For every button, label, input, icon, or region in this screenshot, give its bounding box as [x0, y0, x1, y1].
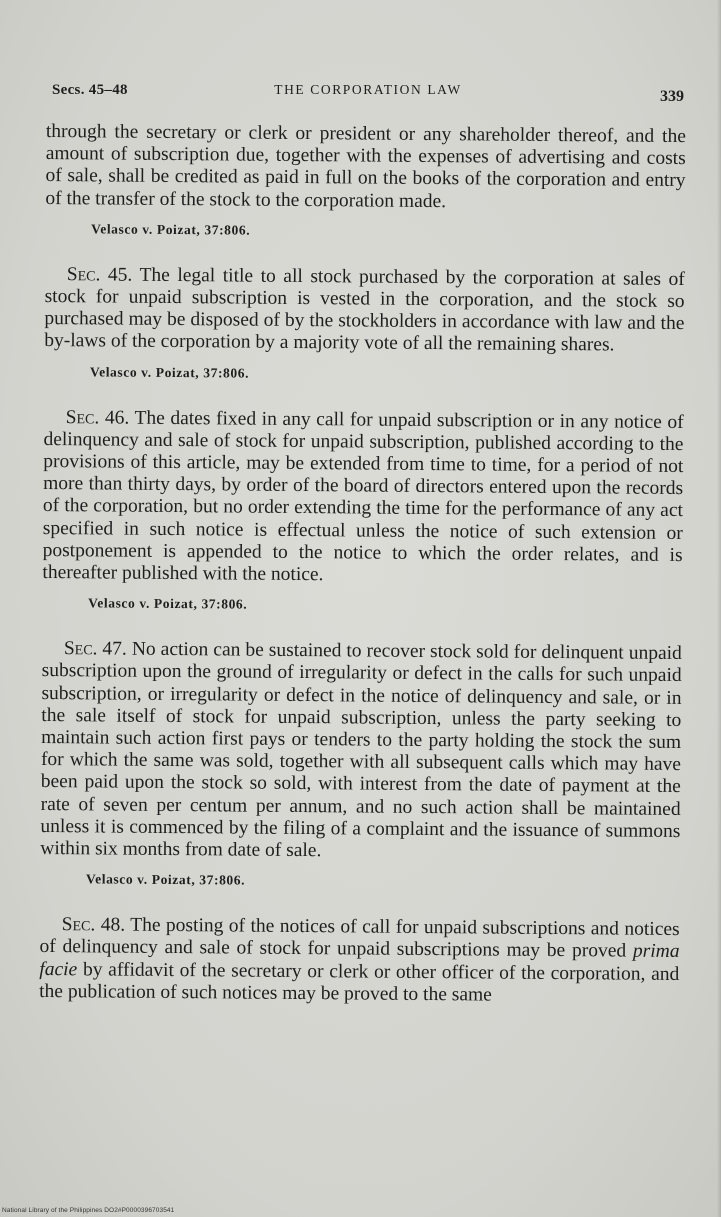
paragraph-text: The posting of the notices of call for unpaid subscriptions and notices of delinquency and sale of stock for unpaid subscriptions may be proved	[39, 914, 680, 963]
section-48	[39, 914, 680, 1008]
case-citation: Velasco v. Poizat, 37:806.	[88, 595, 248, 612]
page-header	[52, 78, 684, 104]
section-label: Sec. 47.	[63, 638, 127, 660]
body-text	[39, 121, 686, 1008]
section-range: Secs. 45–48	[52, 82, 128, 98]
page-number: 339	[660, 88, 684, 105]
paragraph-text: The dates fixed in any call for unpaid subscription or in any notice of delinquency and sale of stock for unpaid subscription, published according to the provisions of this article, may be extended from time to time, for a period of not more than thirty days, by order of the board of directors entered upon the records of the corporation, but no order extending the time for the performance of any act specified in such notice is effectual unless the notice of such extension or postponement is appended to the notice to which the order relates, and is thereafter published with the notice.	[42, 407, 684, 586]
library-footer-note: National Library of the Philippines DO2#P0000396703541	[2, 1207, 175, 1214]
section-label: Sec. 45.	[66, 263, 133, 286]
paragraph-text: No action can be sustained to recover stock sold for delinquent unpaid subscription upon the ground of irregularity or defect in the calls for such unpaid subscription, or irregularity or defect in the notice of delinquency and sale, or in the sale itself of stock for unpaid subscription, unless the party seeking to maintain such action first pays or tenders to the party holding the stock the sum for which the same was sold, together with all subsequent calls which may have been paid upon the stock so sold, with interest from the date of payment at the rate of seven per centum per annum, and no such action shall be maintained unless it is commenced by the filing of a complaint and the issuance of summons within six months from date of sale.	[40, 638, 682, 862]
case-citation: Velasco v. Poizat, 37:806.	[85, 871, 246, 888]
section-46	[42, 407, 683, 590]
paragraph-text: The legal title to all stock purchased by the corporation at sales of stock for unpaid subscription is vested in the corporation, and the stock so purchased may be disposed of by the stockholders in accordance with law and the by-laws of the corporation by a majority vote of all the remaining shares.	[44, 264, 685, 356]
section-label: Sec. 48.	[61, 914, 126, 936]
section-label: Sec. 46.	[65, 406, 130, 429]
page-edge-shadow	[717, 0, 721, 1217]
paragraph-text: by affidavit of the secretary or clerk or other officer of the corporation, and the publication of such notices may be proved to the same	[39, 959, 680, 1006]
section-47	[40, 638, 682, 865]
paragraph-text: through the secretary or clerk or president or any shareholder thereof, and the amount of subscription due, together with the expenses of advertising and costs of sale, shall be credited as paid in full on the books of the corporation and entry of the transfer of the stock to the corporation made.	[45, 121, 686, 212]
case-citation: Velasco v. Poizat, 37:806.	[91, 221, 251, 238]
italic-phrase: prima facie	[39, 941, 680, 980]
paragraph-continued	[45, 121, 686, 215]
running-title: THE CORPORATION LAW	[274, 82, 462, 97]
section-45	[44, 264, 685, 358]
case-citation: Velasco v. Poizat, 37:806.	[89, 363, 250, 381]
